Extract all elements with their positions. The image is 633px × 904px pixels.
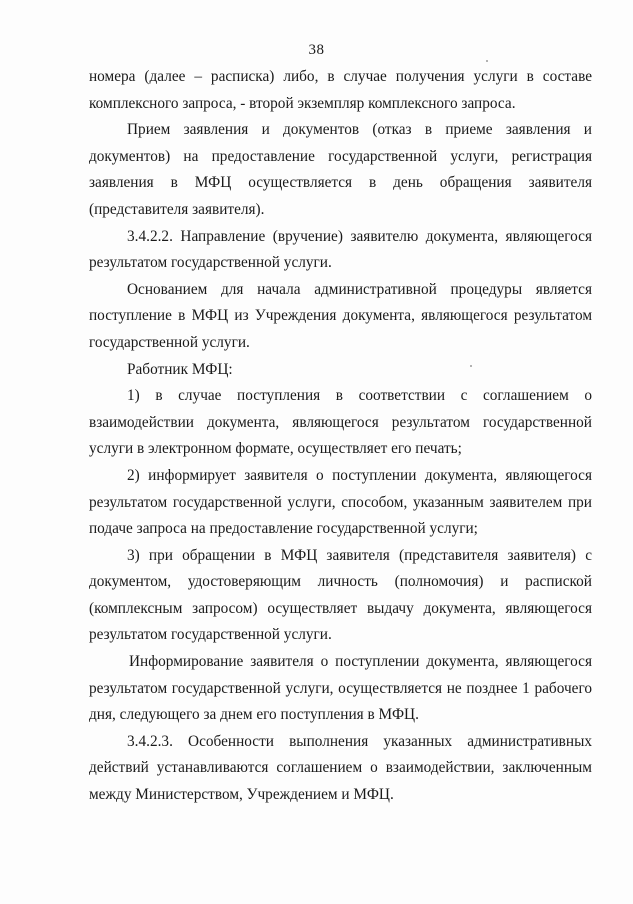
paragraph-procedure-basis: Основанием для начала административной процедуры является поступление в МФЦ из Учреждения документа, являющегося результатом государственной услуги. <box>89 280 592 351</box>
paragraph-mfc-worker: Работник МФЦ: <box>127 360 233 378</box>
paragraph-application-receipt: Прием заявления и документов (отказ в приеме заявления и документов) на предоставление государственной услуги, регистрация заявления в МФЦ осуществляется в день обращения заявителя (представителя заявителя). <box>89 121 592 218</box>
page-number: 38 <box>308 42 325 58</box>
paragraph-continuation: номера (далее – расписка) либо, в случае получения услуги в составе комплексного запроса, - второй экземпляр комплексного запроса. <box>89 68 592 112</box>
list-item-2: 2) информирует заявителя о поступлении документа, являющегося результатом государственной услуги, способом, указанным заявителем при подаче запроса на предоставление государственной услуги; <box>89 466 592 538</box>
list-item-3: 3) при обращении в МФЦ заявителя (представителя заявителя) с документом, удостоверяющим личность (полномочия) и распиской (комплексным запросом) осуществляет выдачу документа, являющегося результатом государственной услуги. <box>89 546 592 644</box>
paragraph-informing: Информирование заявителя о поступлении документа, являющегося результатом государственной услуги, осуществляется не позднее 1 рабочего дня, следующего за днем его поступления в МФЦ. <box>89 653 592 724</box>
section-heading-3-4-2-3: 3.4.2.3. Особенности выполнения указанных административных действий устанавливаются соглашением о взаимодействии, заключенным между Министерством, Учреждением и МФЦ. <box>89 732 592 804</box>
scan-speck <box>486 60 488 62</box>
section-heading-3-4-2-2: 3.4.2.2. Направление (вручение) заявителю документа, являющегося результатом государственной услуги. <box>89 227 592 272</box>
list-item-1: 1) в случае поступления в соответствии с соглашением о взаимодействии документа, являющегося результатом государственной услуги в электронном формате, осуществляет его печать; <box>89 387 592 458</box>
scan-speck <box>470 365 472 367</box>
document-body <box>89 64 592 809</box>
